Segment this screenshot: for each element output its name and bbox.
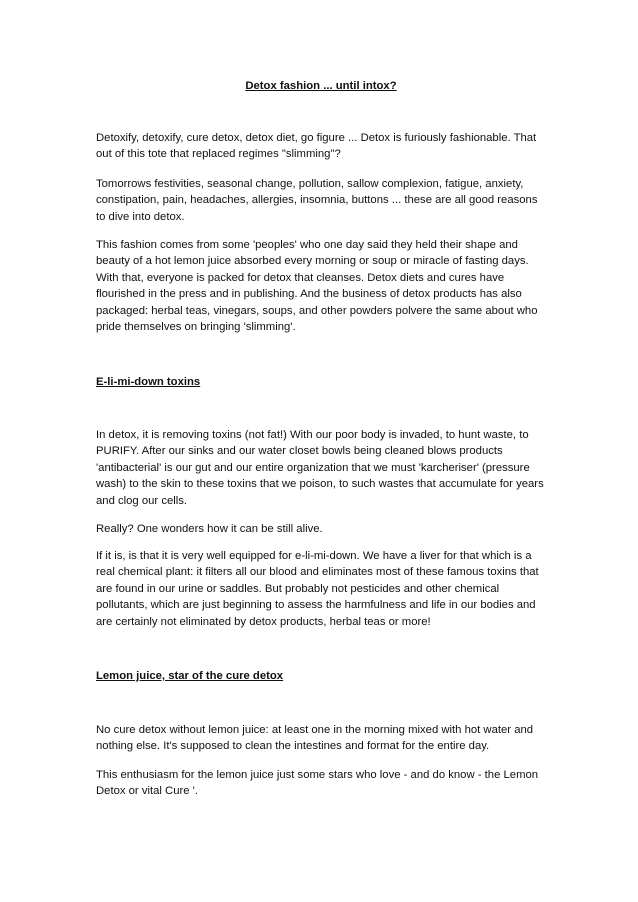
intro-paragraph-3: This fashion comes from some 'peoples' who one day said they held their shape and beauty of a hot lemon juice absorbed every morning or soup or miracle of fasting days. With that, everyone is packed for detox that cleanses. Detox diets and cures have flourished in the press and in publishing. And the business of detox products has also packaged: herbal teas, vinegars, soups, and other powders polvere the same about who pride themselves on bringing 'slimming'. [96,239,538,334]
document-title: Detox fashion ... until intox? [245,80,397,92]
lemon-paragraph-1: No cure detox without lemon juice: at least one in the morning mixed with hot water and nothing else. It's supposed to clean the intestines and format for the entire day. [96,724,534,753]
toxins-paragraph-2: Really? One wonders how it can be still alive. [96,523,323,535]
intro-paragraph-2: Tomorrows festivities, seasonal change, pollution, sallow complexion, fatigue, anxiety, constipation, pain, headaches, allergies, insomnia, buttons ... these are all good reasons to dive into detox. [96,178,538,223]
lemon-paragraph-2: This enthusiasm for the lemon juice just some stars who love - and do know - the Lemon Detox or vital Cure '. [96,769,539,798]
toxins-paragraph-3: If it is, is that it is very well equipped for e-li-mi-down. We have a liver for that which is a real chemical plant: it filters all our blood and eliminates most of these famous toxins that are found in our urine or saddles. But probably not pesticides and other chemical pollutants, which are just beginning to assess the harmfulness and life in our bodies and are certainly not eliminated by detox products, herbal teas or more! [96,550,539,628]
intro-paragraph-1: Detoxify, detoxify, cure detox, detox diet, go figure ... Detox is furiously fashionable. That out of this tote that replaced regimes "slimming"? [96,132,537,161]
section-heading-lemon: Lemon juice, star of the cure detox [96,670,284,682]
toxins-paragraph-1: In detox, it is removing toxins (not fat!) With our poor body is invaded, to hunt waste, to PURIFY. After our sinks and our water closet bowls being cleaned blows products 'antibacterial' is our gut and our entire organization that we must 'karcheriser' (pressure wash) to the skin to these toxins that we poison, to such wastes that accumulate for years and clog our cells. [96,429,544,507]
section-heading-toxins: E-li-mi-down toxins [96,376,201,388]
